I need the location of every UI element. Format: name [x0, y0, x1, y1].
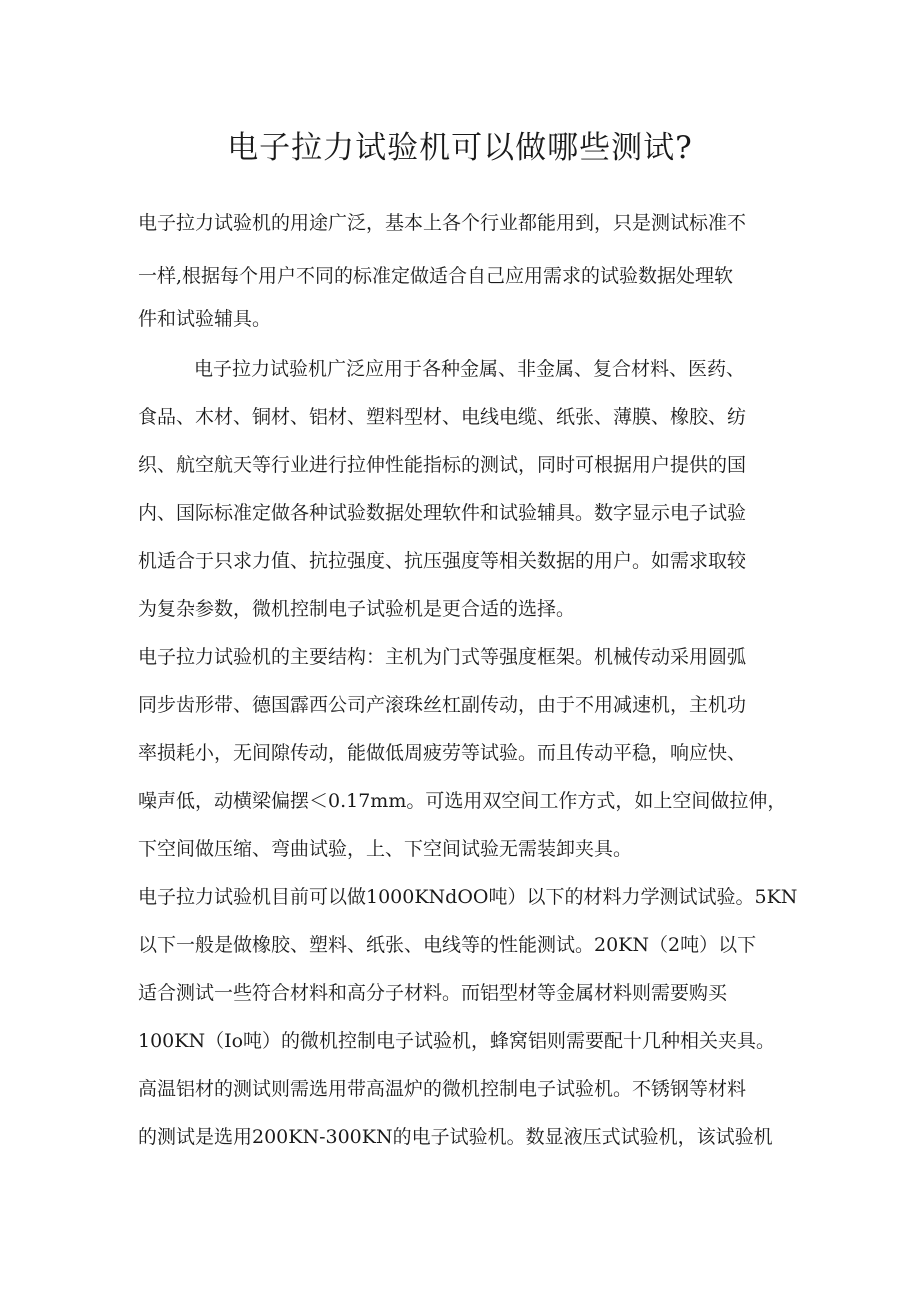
- body-line: 为复杂参数，微机控制电子试验机是更合适的选择。: [138, 598, 576, 620]
- body-line: 内、国际标准定做各种试验数据处理软件和试验辅具。数字显示电子试验: [138, 502, 747, 524]
- body-line: 食品、木材、铜材、铝材、塑料型材、电线电缆、纸张、薄膜、橡胶、纺: [138, 406, 747, 428]
- body-line: 高温铝材的测试则需选用带高温炉的微机控制电子试验机。不锈钢等材料: [138, 1078, 747, 1100]
- body-line: 电子拉力试验机目前可以做1000KNdOO吨）以下的材料力学测试试验。5KN: [138, 886, 798, 908]
- body-line: 件和试验辅具。: [138, 308, 272, 330]
- body-line: 同步齿形带、德国霹西公司产滚珠丝杠副传动，由于不用减速机，主机功: [138, 694, 747, 716]
- body-line: 以下一般是做橡胶、塑料、纸张、电线等的性能测试。20KN（2吨）以下: [138, 934, 757, 956]
- body-line: 适合测试一些符合材料和高分子材料。而铝型材等金属材料则需要购买: [138, 982, 728, 1004]
- body-line: 噪声低，动横梁偏摆＜0.17mm。可选用双空间工作方式，如上空间做拉伸，: [138, 790, 787, 812]
- body-line: 织、航空航天等行业进行拉伸性能指标的测试，同时可根据用户提供的国: [138, 454, 747, 476]
- body-line: 一样,根据每个用户不同的标准定做适合自己应用需求的试验数据处理软: [138, 265, 734, 287]
- body-line: 电子拉力试验机广泛应用于各种金属、非金属、复合材料、医药、: [194, 358, 746, 380]
- body-line: 机适合于只求力值、抗拉强度、抗压强度等相关数据的用户。如需求取较: [138, 550, 747, 572]
- body-line: 100KN（Io吨）的微机控制电子试验机，蜂窝铝则需要配十几种相关夹具。: [138, 1030, 776, 1052]
- body-line: 率损耗小，无间隙传动，能做低周疲劳等试验。而且传动平稳，响应快、: [138, 742, 747, 764]
- document-title: 电子拉力试验机可以做哪些测试?: [227, 130, 693, 166]
- body-line: 下空间做压缩、弯曲试验，上、下空间试验无需装卸夹具。: [138, 838, 633, 860]
- body-line: 电子拉力试验机的用途广泛，基本上各个行业都能用到，只是测试标准不: [138, 212, 747, 234]
- body-line: 的测试是选用200KN-300KN的电子试验机。数显液压式试验机，该试验机: [138, 1126, 773, 1148]
- body-line: 电子拉力试验机的主要结构：主机为门式等强度框架。机械传动采用圆弧: [138, 646, 747, 668]
